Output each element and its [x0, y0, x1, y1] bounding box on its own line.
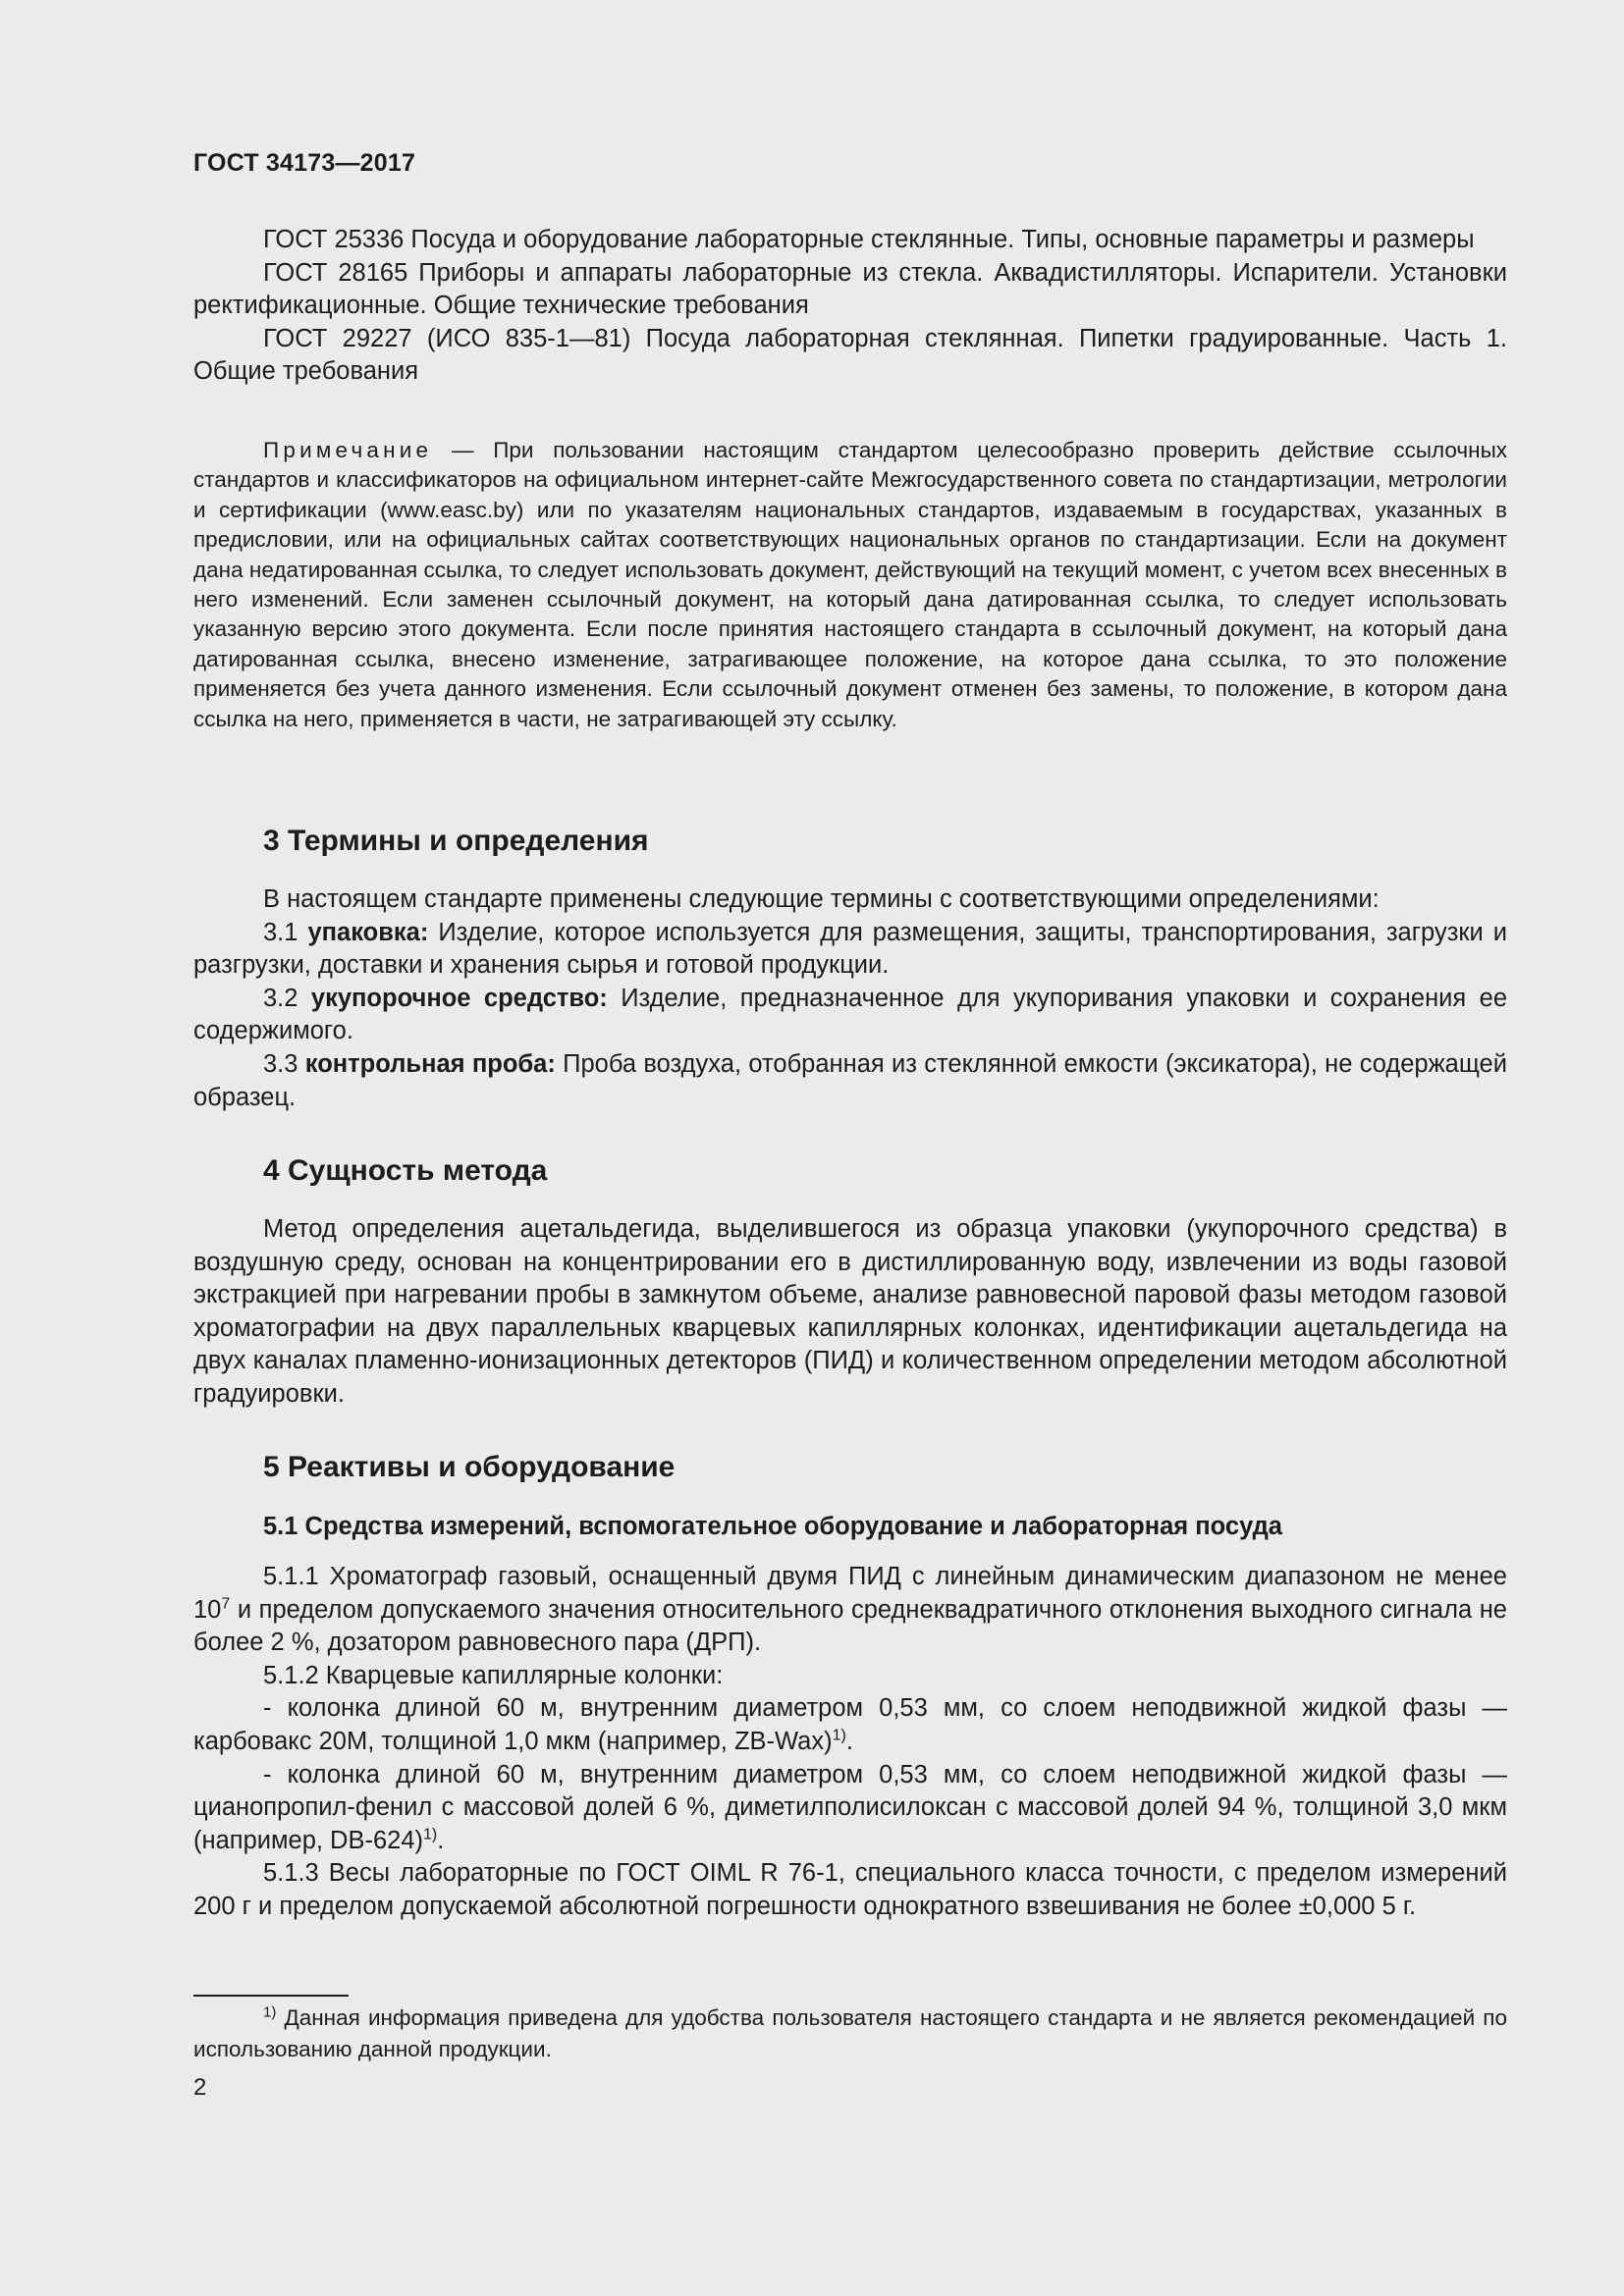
method-description: Метод определения ацетальдегида, выделившегося из образца упаковки (укупорочного средства) в воздушную среду, основан на концентрировании его в дистиллированную воду, извлечении из воды газовой экстракцией при нагревании пробы в замкнутом объеме, анализе равновесной паровой фазы методом газовой хроматографии на двух параллельных кварцевых капиллярных колонках, идентификации ацетальдегида на двух каналах пламенно-ионизационных детекторов (ПИД) и количественном определении методом абсолютной градуировки. — [193, 1215, 1507, 1408]
column-text: - колонка длиной 60 м, внутренним диаметром 0,53 мм, со слоем неподвижной жидкой фазы — карбовакс 20М, толщиной 1,0 мкм (например, ZB-Wax) — [193, 1694, 1507, 1755]
superscript-exponent: 7 — [221, 1595, 231, 1613]
section-5-heading: 5 Реактивы и оборудование — [263, 1451, 676, 1483]
column-item — [193, 1692, 1507, 1758]
term-number: 3.3 — [263, 1049, 298, 1078]
normative-references-list — [193, 224, 1507, 389]
punctuation: . — [845, 1727, 853, 1755]
column-item — [193, 1759, 1507, 1858]
term-definition — [193, 1048, 1507, 1114]
document-code-header: ГОСТ 34173—2017 — [193, 149, 416, 177]
footnote-mark: 1) — [263, 2003, 277, 2021]
section-4-heading: 4 Сущность метода — [263, 1154, 548, 1187]
clause-text: и пределом допускаемого значения относительного среднеквадратичного отклонения выходного сигнала не более 2 %, дозатором равновесного пара (ДРП). — [193, 1595, 1507, 1657]
term-text: Проба воздуха, отобранная из стеклянной емкости (эксикатора), не содержащей образец. — [193, 1049, 1507, 1111]
footnote-reference[interactable]: 1) — [832, 1727, 846, 1744]
footnote-text: Данная информация приведена для удобства пользователя настоящего стандарта и не является рекомендацией по использованию данной продукции. — [193, 2005, 1507, 2061]
term-name: контрольная проба: — [304, 1049, 556, 1078]
clause-5-1-3: 5.1.3 Весы лабораторные по ГОСТ OIML R 76-1, специального класса точности, с пределом измерений 200 г и пределом допускаемой абсолютной погрешности однократного взвешивания не более ±0,000 5 г. — [193, 1859, 1507, 1920]
section-3-body — [193, 883, 1507, 1114]
term-number: 3.1 — [263, 918, 298, 946]
subsection-5-1-heading: 5.1 Средства измерений, вспомогательное оборудование и лабораторная посуда — [263, 1513, 1282, 1540]
punctuation: . — [437, 1826, 445, 1854]
section-5-body — [193, 1561, 1507, 1924]
term-name: упаковка: — [307, 918, 429, 946]
page-number: 2 — [193, 2074, 207, 2101]
note-label: Примечание — [263, 438, 433, 462]
note-text: — При пользовании настоящим стандартом целесообразно проверить действие ссылочных стандартов и классификаторов на официальном интернет-сайте Межгосударственного совета по стандартизации, метрологии и сертификации (www.easc.by) или по указателям национальных стандартов, издаваемым в государствах, указанных в предисловии, или на официальных сайтах соответствующих национальных органов по стандартизации. Если на документ дана недатированная ссылка, то следует использовать документ, действующий на текущий момент, с учетом всех внесенных в него изменений. Если заменен ссылочный документ, на который дана датированная ссылка, то следует использовать указанную версию этого документа. Если после принятия настоящего стандарта в ссылочный документ, на который дана датированная ссылка, внесено изменение, затрагивающее положение, на которое дана ссылка, то это положение применяется без учета данного изменения. Если ссылочный документ отменен без замены, то положение, в котором дана ссылка на него, применяется в части, не затрагивающей эту ссылку. — [193, 438, 1507, 731]
reference-item: ГОСТ 25336 Посуда и оборудование лабораторные стеклянные. Типы, основные параметры и размеры — [263, 226, 1475, 253]
section-3-heading: 3 Термины и определения — [263, 825, 649, 857]
column-text: - колонка длиной 60 м, внутренним диаметром 0,53 мм, со слоем неподвижной жидкой фазы — цианопропил-фенил с массовой долей 6 %, диметилполисилоксан с массовой долей 94 %, толщиной 3,0 мкм (например, DB-624) — [193, 1760, 1507, 1854]
clause-text: 5.1.1 Хроматограф газовый, оснащенный двумя ПИД с линейным динамическим диапазоном не менее 10 — [193, 1563, 1507, 1624]
term-text: Изделие, предназначенное для укупоривания упаковки и сохранения ее содержимого. — [193, 984, 1507, 1045]
reference-item: ГОСТ 28165 Приборы и аппараты лабораторные из стекла. Аквадистилляторы. Испарители. Установки ректификационные. Общие технические требования — [193, 258, 1507, 320]
footnote-separator — [193, 1995, 349, 1997]
section-3-intro: В настоящем стандарте применены следующие термины с соответствующими определениями: — [263, 885, 1380, 913]
reference-item: ГОСТ 29227 (ИСО 835-1—81) Посуда лабораторная стеклянная. Пипетки градуированные. Часть 1. Общие требования — [193, 324, 1507, 386]
section-4-body — [193, 1213, 1507, 1412]
clause-5-1-2: 5.1.2 Кварцевые капиллярные колонки: — [263, 1661, 724, 1689]
references-note — [193, 436, 1507, 734]
term-text: Изделие, которое используется для размещения, защиты, транспортирования, загрузки и разгрузки, доставки и хранения сырья и готовой продукции. — [193, 918, 1507, 980]
term-definition — [193, 983, 1507, 1048]
footnote — [193, 2002, 1507, 2065]
term-number: 3.2 — [263, 984, 298, 1012]
footnote-reference[interactable]: 1) — [423, 1826, 438, 1843]
term-definition — [193, 917, 1507, 983]
clause-5-1-1 — [193, 1561, 1507, 1660]
term-name: укупорочное средство: — [310, 984, 608, 1012]
